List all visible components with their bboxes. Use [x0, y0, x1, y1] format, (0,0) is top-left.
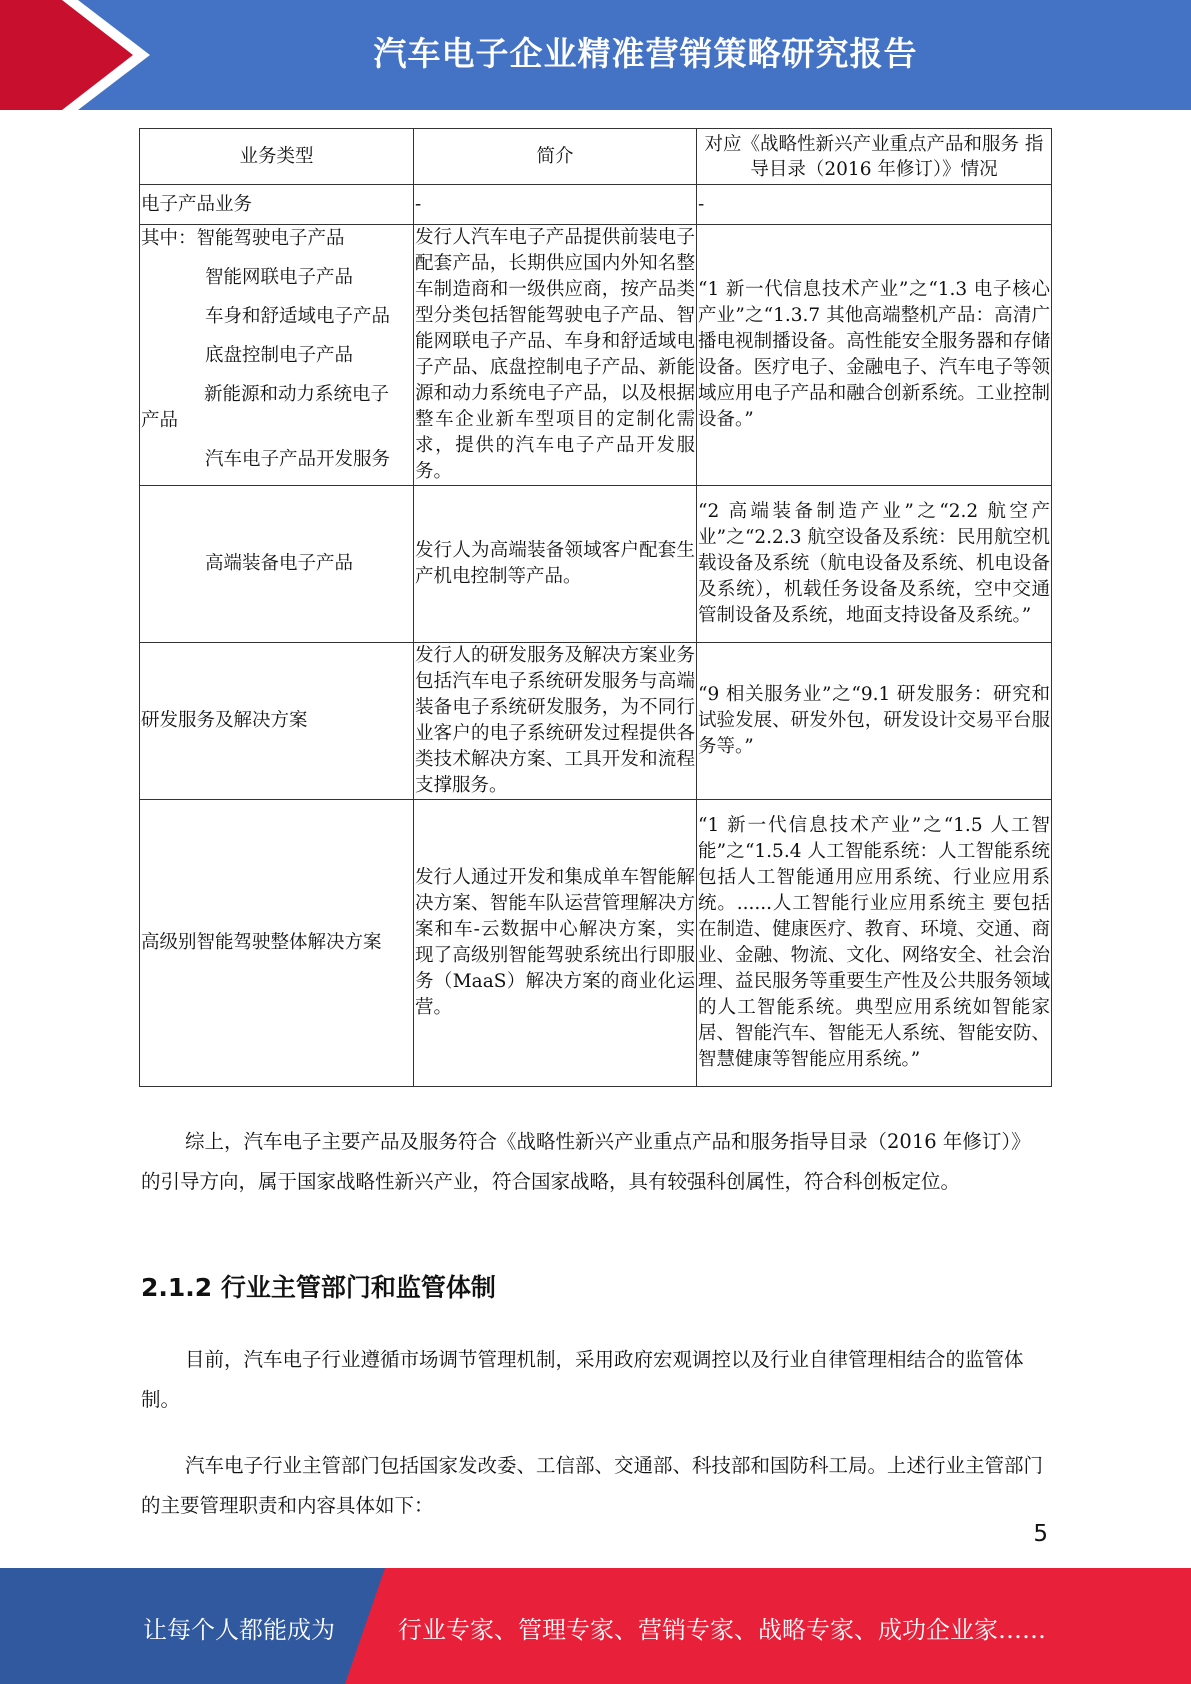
cell-business-type: 电子产品业务 — [140, 185, 414, 225]
cell-business-type: 研发服务及解决方案 — [140, 643, 414, 800]
cell-mapping: “1 新一代信息技术产业”之“1.5 人工智能”之“1.5.4 人工智能系统：人工智能系统包括人工智能通用应用系统、行业应用系统。......人工智能行业应用系统主 要包括在制造、健康医疗、教育、环境、交通、商业、金融、物流、文化、网络安全、社会治理、益民服务等重要生产性及公共服务领域的人工智能系统。典型应用系统如智能家居、智能汽车、智能无人系统、智能安防、智慧健康等智能应用系统。” — [697, 800, 1052, 1087]
header-catalog-mapping: 对应《战略性新兴产业重点产品和服务 指导目录（2016 年修订）》情况 — [697, 129, 1052, 185]
cell-intro: 发行人汽车电子产品提供前装电子配套产品，长期供应国内外知名整车制造商和一级供应商，按产品类型分类包括智能驾驶电子产品、智能网联电子产品、车身和舒适域电子产品、底盘控制电子产品、新能源和动力系统电子产品，以及根据整车企业新车型项目的定制化需求，提供的汽车电子产品开发服务。 — [414, 225, 697, 486]
sub-type-item: 智能网联电子产品 — [205, 267, 354, 288]
cell-mapping: “1 新一代信息技术产业”之“1.3 电子核心产业”之“1.3.7 其他高端整机产品：高清广播电视制播设备。高性能安全服务器和存储设备。医疗电子、金融电子、汽车电子等领域应用电子产品和融合创新系统。工业控制设备。” — [697, 225, 1052, 486]
sub-type-item: 新能源和动力系统电子产品 — [141, 384, 390, 431]
authorities-paragraph: 汽车电子行业主管部门包括国家发改委、工信部、交通部、科技部和国防科工局。上述行业主管部门的主要管理职责和内容具体如下： — [141, 1454, 1044, 1517]
header-intro: 简介 — [414, 129, 697, 185]
sub-type-item: 车身和舒适域电子产品 — [205, 306, 391, 327]
cell-business-type — [140, 486, 414, 643]
cell-mapping: “2 高端装备制造产业”之“2.2 航空产业”之“2.2.3 航空设备及系统：民用航空机载设备及系统（航电设备及系统、机电设备及系统），机载任务设备及系统，空中交通管制设备及系统，地面支持设备及系统。” — [697, 486, 1052, 643]
page-footer — [0, 1568, 1191, 1684]
cell-business-type-list — [140, 225, 414, 486]
cell-intro: 发行人通过开发和集成单车智能解决方案、智能车队运营管理解决方案和车-云数据中心解决方案，实现了高级别智能驾驶系统出行即服务（MaaS）解决方案的商业化运营。 — [414, 800, 697, 1087]
cell-mapping: - — [697, 185, 1052, 225]
regulation-paragraph: 目前，汽车电子行业遵循市场调节管理机制，采用政府宏观调控以及行业自律管理相结合的监管体制。 — [141, 1348, 1024, 1411]
sub-type-item: 其中：智能驾驶电子产品 — [141, 228, 345, 249]
table-row — [140, 643, 1052, 800]
page-number: 5 — [1033, 1521, 1048, 1547]
page-header — [0, 0, 1191, 110]
header-business-type: 业务类型 — [140, 129, 414, 185]
table-header-row — [140, 129, 1052, 185]
summary-paragraph: 综上，汽车电子主要产品及服务符合《战略性新兴产业重点产品和服务指导目录（2016 年修订）》的引导方向，属于国家战略性新兴产业，符合国家战略，具有较强科创属性，符合科创板定位。 — [141, 1130, 1031, 1193]
cell-intro: - — [414, 185, 697, 225]
table-row — [140, 800, 1052, 1087]
business-type-table — [139, 128, 1052, 1087]
cell-intro: 发行人的研发服务及解决方案业务包括汽车电子系统研发服务与高端装备电子系统研发服务，为不同行业客户的电子系统研发过程提供各类技术解决方案、工具开发和流程支撑服务。 — [414, 643, 697, 800]
sub-type-item: 底盘控制电子产品 — [205, 345, 354, 366]
footer-slogan-right: 行业专家、管理专家、营销专家、战略专家、成功企业家…… — [398, 1616, 1046, 1644]
report-title: 汽车电子企业精准营销策略研究报告 — [373, 34, 918, 73]
sub-type-item: 汽车电子产品开发服务 — [205, 449, 391, 470]
cell-intro: 发行人为高端装备领域客户配套生产机电控制等产品。 — [414, 486, 697, 643]
business-type-label: 高端装备电子产品 — [205, 553, 354, 574]
table-row — [140, 486, 1052, 643]
footer-slogan-left: 让每个人都能成为 — [143, 1616, 335, 1644]
table-row — [140, 185, 1052, 225]
table-row — [140, 225, 1052, 486]
cell-business-type: 高级别智能驾驶整体解决方案 — [140, 800, 414, 1087]
section-heading: 2.1.2 行业主管部门和监管体制 — [141, 1273, 496, 1302]
cell-mapping: “9 相关服务业”之“9.1 研发服务：研究和试验发展、研发外包，研发设计交易平台服务等。” — [697, 643, 1052, 800]
